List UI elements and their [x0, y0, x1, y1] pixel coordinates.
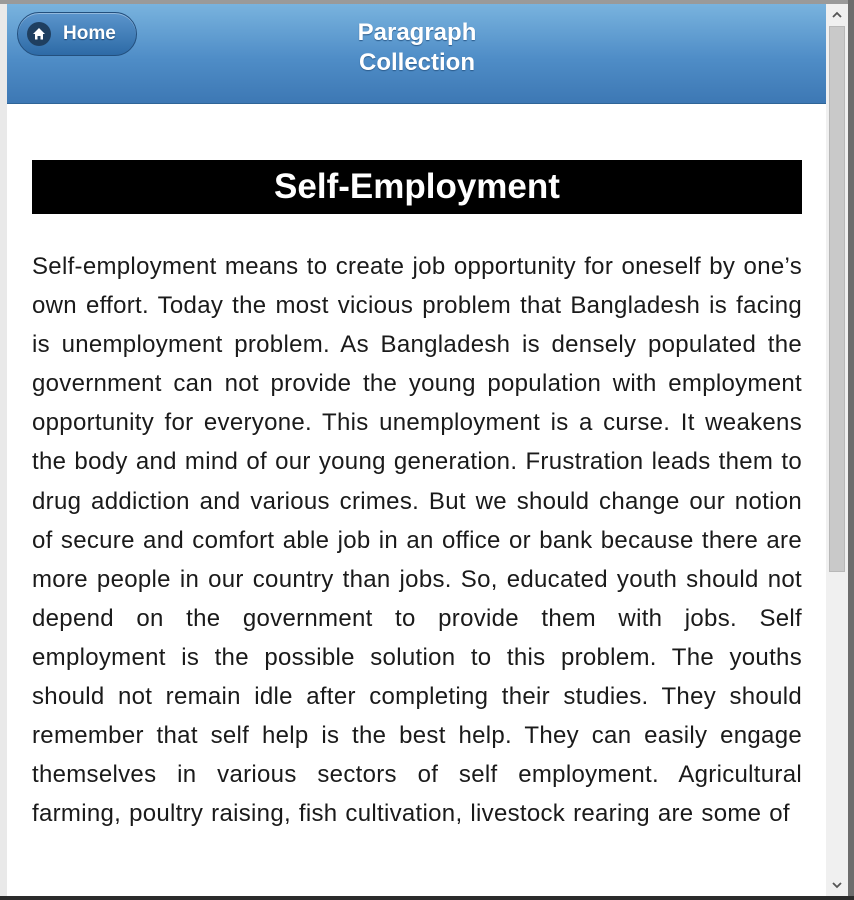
home-icon [27, 22, 51, 46]
scrollbar-thumb[interactable] [829, 26, 845, 572]
scroll-up-button[interactable] [826, 4, 848, 26]
window-bottom-edge [0, 896, 854, 900]
scroll-down-button[interactable] [826, 874, 848, 896]
paragraph-title: Self-Employment [32, 160, 802, 214]
app-header [7, 4, 826, 104]
page-title-line-1: Paragraph [357, 19, 477, 46]
paragraph-body: Self-employment means to create job opportunity for oneself by one’s own effort. Today the most vicious problem that Bangladesh is facing is unemployment problem. As Bangladesh is densely populated the government can not provide the young population with employment opportunity for everyone. This unemployment is a curse. It weakens the body and mind of our young generation. Frustration leads them to drug addiction and various crimes. But we should change our notion of secure and comfort able job in an office or bank because there are more people in our country than jobs. So, educated youth should not depend on the government to provide them with jobs. Self employment is the possible solution to this problem. The youths should not remain idle after completing their studies. They should remember that self help is the best help. They can easily engage themselves in various sectors of self employment. Agricultural farming, poultry raising, fish cultivation, livestock rearing are some of [32, 253, 802, 828]
page-title-line-2: Collection [358, 49, 475, 76]
chevron-up-icon [832, 11, 842, 19]
home-button[interactable] [17, 12, 137, 56]
home-button-label: Home [63, 23, 116, 44]
chevron-down-icon [832, 881, 842, 889]
vertical-scrollbar[interactable] [826, 4, 848, 900]
page-title [307, 18, 527, 78]
window-right-edge [848, 0, 854, 900]
content-area [7, 104, 826, 900]
